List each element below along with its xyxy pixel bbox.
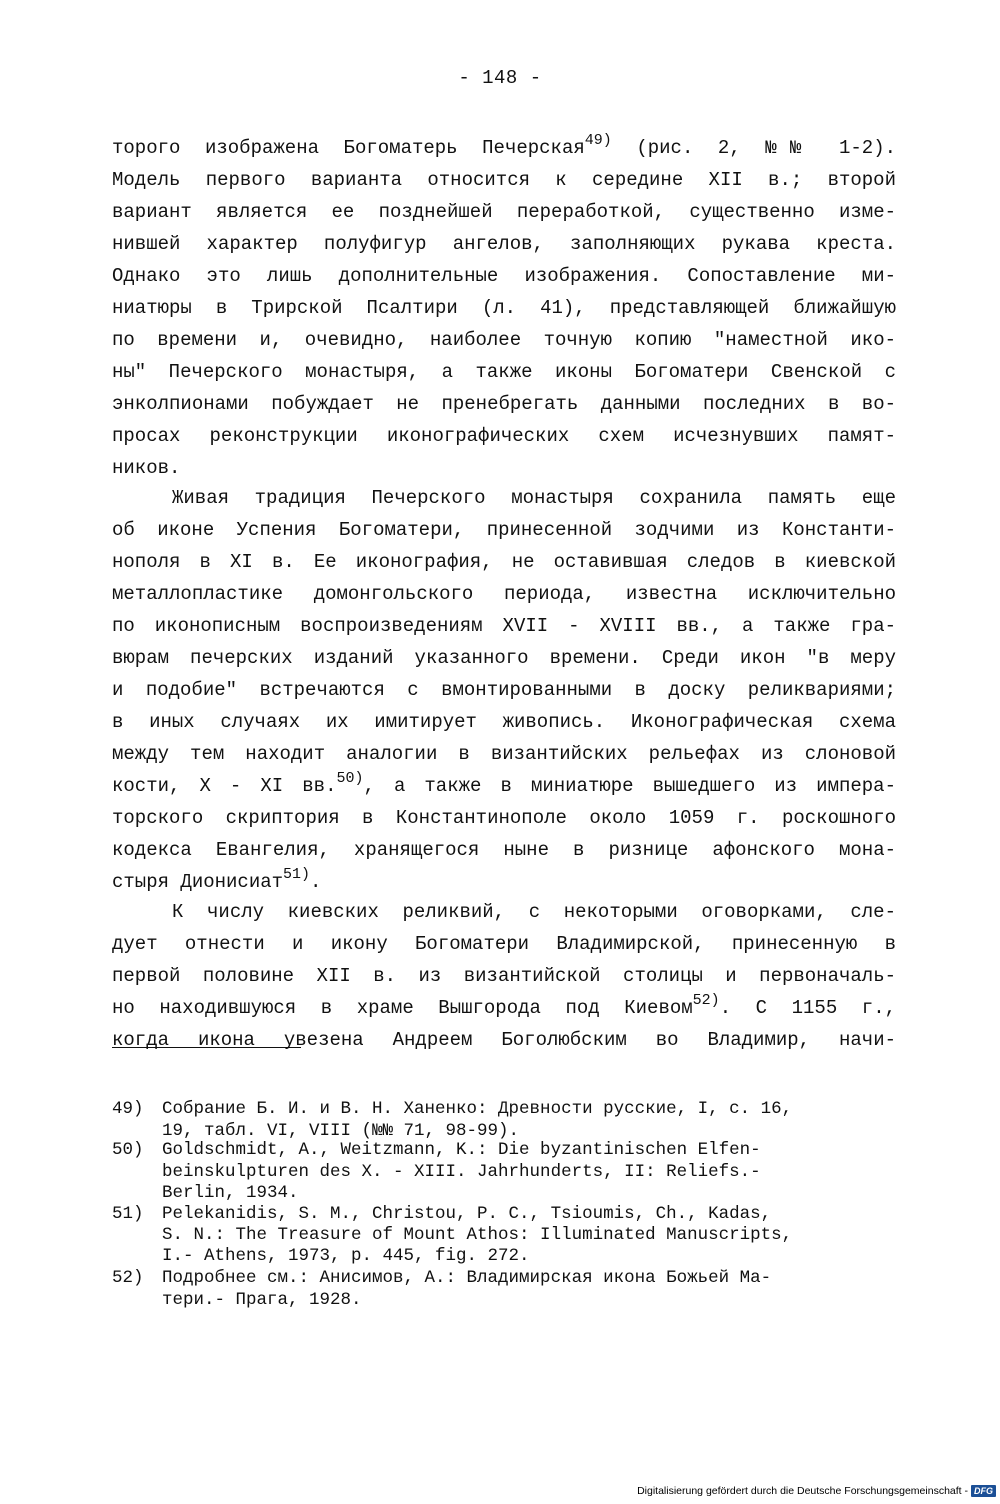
body-line: когда икона увезена Андреем Боголюбским во Владимир, начи- [112,1029,896,1051]
body-line: между тем находит аналогии в византийских рельефах из слоновой [112,743,896,765]
body-line: нившей характер полуфигур ангелов, заполняющих рукава креста. [112,233,896,255]
body-line: в иных случаях их имитирует живопись. Иконографическая схема [112,711,896,733]
footnote-ref-49: 49) [584,132,612,149]
footnote-51: 51) Pelekanidis, S. M., Christou, P. C., Tsioumis, Ch., Kadas, [112,1204,772,1224]
body-line: торого изображена Богоматерь Печерская$^{49)}$ (рис. 2, №№ 1-2). [112,132,896,159]
footnote-52: 52) Подробнее см.: Анисимов, А.: Владимирская икона Божьей Ма- [112,1268,772,1288]
body-line: металлопластике домонгольского периода, известна исключительно [112,583,896,605]
body-line: первой половине XII в. из византийской столицы и первоначаль- [112,965,896,987]
body-line: вюрам печерских изданий указанного времени. Среди икон "в меру [112,647,896,669]
dfg-logo-icon: DFG [971,1485,996,1497]
footnote-divider [112,1047,301,1048]
body-line: по иконописным воспроизведениям XVII - XVIII вв., а также гра- [112,615,896,637]
body-line: просах реконструкции иконографических схем исчезнувших памят- [112,425,896,447]
body-line: К числу киевских реликвий, с некоторыми оговорками, сле- [172,901,896,923]
body-line: об иконе Успения Богоматери, принесенной зодчими из Константи- [112,519,896,541]
body-line: кодекса Евангелия, хранящегося ныне в ризнице афонского мона- [112,839,896,861]
footnote-line: 19, табл. VI, VIII (№№ 71, 98-99). [162,1121,520,1141]
footnote-line: тери.- Прага, 1928. [162,1290,362,1310]
body-line: нополя в XI в. Ее иконография, не оставившая следов в киевской [112,551,896,573]
body-line: стыря Дионисиат$^{51)}$. [112,866,322,893]
footnote-ref-52: 52) [692,992,720,1009]
footnote-50: 50) Goldschmidt, A., Weitzmann, K.: Die byzantinischen Elfen- [112,1140,761,1160]
body-line: и подобие" встречаются с вмонтированными в доску реликвариями; [112,679,896,701]
body-line: дует отнести и икону Богоматери Владимирской, принесенную в [112,933,896,955]
body-line: Живая традиция Печерского монастыря сохранила память еще [172,487,896,509]
footnote-ref-50: 50) [336,770,364,787]
body-line: энколпионами побуждает не пренебрегать данными последних в во- [112,393,896,415]
body-line: вариант является ее позднейшей переработкой, существенно изме- [112,201,896,223]
footnote-line: S. N.: The Treasure of Mount Athos: Illuminated Manuscripts, [162,1225,793,1245]
body-line: кости, X - XI вв.$^{50)}$, а также в миниатюре вышедшего из импера- [112,770,896,797]
body-line: Однако это лишь дополнительные изображения. Сопоставление ми- [112,265,896,287]
body-line: Модель первого варианта относится к середине XII в.; второй [112,169,896,191]
body-line: ны" Печерского монастыря, а также иконы Богоматери Свенской с [112,361,896,383]
body-line: ниатюры в Трирской Псалтири (л. 41), представляющей ближайшую [112,297,896,319]
body-line: по времени и, очевидно, наиболее точную копию "наместной ико- [112,329,896,351]
footnote-line: beinskulpturen des X. - XIII. Jahrhunderts, II: Reliefs.- [162,1162,761,1182]
footnote-line: I.- Athens, 1973, p. 445, fig. 272. [162,1246,530,1266]
digitization-banner [637,1483,996,1499]
footnote-ref-51: 51) [283,866,311,883]
page-number: - 148 - [458,67,542,89]
body-line: ников. [112,457,181,479]
footnote-49: 49) Собрание Б. И. и В. Н. Ханенко: Древности русские, I, с. 16, [112,1099,793,1119]
body-line: но находившуюся в храме Вышгорода под Киевом$^{52)}$. С 1155 г., [112,992,896,1019]
footnote-line: Berlin, 1934. [162,1183,299,1203]
banner-text: Digitalisierung gefördert durch die Deutsche Forschungsgemeinschaft - [637,1485,968,1497]
body-line: торского скриптория в Константинополе около 1059 г. роскошного [112,807,896,829]
